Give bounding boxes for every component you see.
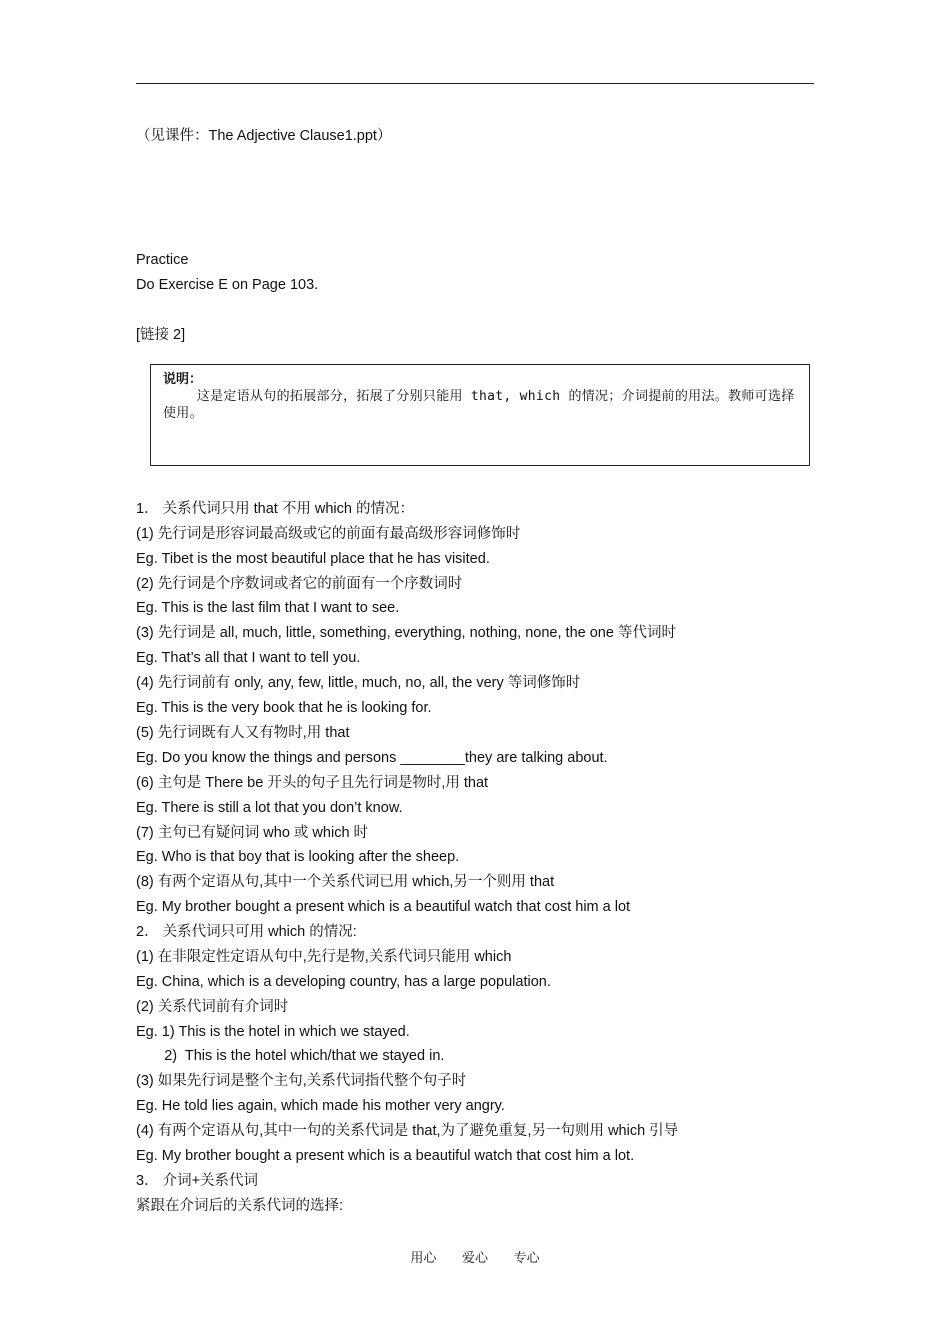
content-line: Eg. That’s all that I want to tell you. — [136, 650, 361, 666]
content-line: Eg. My brother bought a present which is a beautiful watch that cost him a lot. — [136, 1148, 635, 1164]
content-line: (2) 先行词是个序数词或者它的前面有一个序数词时 — [136, 576, 463, 592]
content-line: (1) 在非限定性定语从句中,先行是物,关系代词只能用 which — [136, 949, 512, 965]
content-line: Eg. He told lies again, which made his mother very angry. — [136, 1098, 505, 1114]
content-line: (6) 主句是 There be 开头的句子且先行词是物时,用 that — [136, 775, 489, 791]
practice-text: Do Exercise E on Page 103. — [136, 277, 319, 293]
footer-word: 专心 — [513, 1250, 540, 1265]
content-line: Eg. Who is that boy that is looking after the sheep. — [136, 849, 460, 865]
content-line: Eg. Tibet is the most beautiful place that he has visited. — [136, 551, 490, 567]
content-line: 2． 关系代词只可用 which 的情况: — [136, 924, 357, 940]
content-line: (8) 有两个定语从句,其中一个关系代词已用 which,另一个则用 that — [136, 874, 555, 890]
note-text: 这是定语从句的拓展部分，拓展了分别只能用 that, which 的情况；介词提前的用法。教师可选择使用。 — [163, 389, 795, 421]
content-line: (4) 有两个定语从句,其中一句的关系代词是 that,为了避免重复,另一句则用 which 引导 — [136, 1123, 679, 1139]
link-label[interactable]: [链接 2] — [136, 327, 186, 343]
content-line: (2) 关系代词前有介词时 — [136, 999, 289, 1015]
content-line: (4) 先行词前有 only, any, few, little, much, no, all, the very 等词修饰时 — [136, 675, 581, 691]
content-line: 1． 关系代词只用 that 不用 which 的情况： — [136, 501, 414, 517]
footer-word: 用心 — [410, 1250, 437, 1265]
note-title: 说明： — [163, 372, 203, 387]
content-line: 3． 介词+关系代词 — [136, 1173, 259, 1189]
content-line: Eg. This is the very book that he is looking for. — [136, 700, 432, 716]
content-line: (1) 先行词是形容词最高级或它的前面有最高级形容词修饰时 — [136, 526, 521, 542]
content-line: (3) 先行词是 all, much, little, something, everything, nothing, none, the one 等代词时 — [136, 625, 676, 641]
content-line: Eg. This is the last film that I want to see. — [136, 600, 400, 616]
content-line: Eg. China, which is a developing country, has a large population. — [136, 974, 551, 990]
content-line: 2) This is the hotel which/that we stayed in. — [136, 1048, 445, 1064]
content-line: (3) 如果先行词是整个主句,关系代词指代整个句子时 — [136, 1073, 467, 1089]
header-rule — [136, 83, 814, 84]
content-line: Eg. 1) This is the hotel in which we stayed. — [136, 1024, 410, 1040]
content-line: Eg. There is still a lot that you don’t know. — [136, 800, 403, 816]
content-line: Eg. Do you know the things and persons ________they are talking about. — [136, 750, 608, 766]
footer-word: 爱心 — [461, 1250, 488, 1265]
content-line: (7) 主句已有疑问词 who 或 which 时 — [136, 825, 369, 841]
page-footer — [0, 1249, 950, 1267]
content-line: Eg. My brother bought a present which is a beautiful watch that cost him a lot — [136, 899, 631, 915]
content-line: (5) 先行词既有人又有物时,用 that — [136, 725, 350, 741]
content-line: 紧跟在介词后的关系代词的选择: — [136, 1198, 344, 1214]
teacher-note-box — [150, 364, 810, 466]
practice-title: Practice — [136, 252, 189, 268]
courseware-reference: （见课件：The Adjective Clause1.ppt） — [136, 128, 392, 144]
